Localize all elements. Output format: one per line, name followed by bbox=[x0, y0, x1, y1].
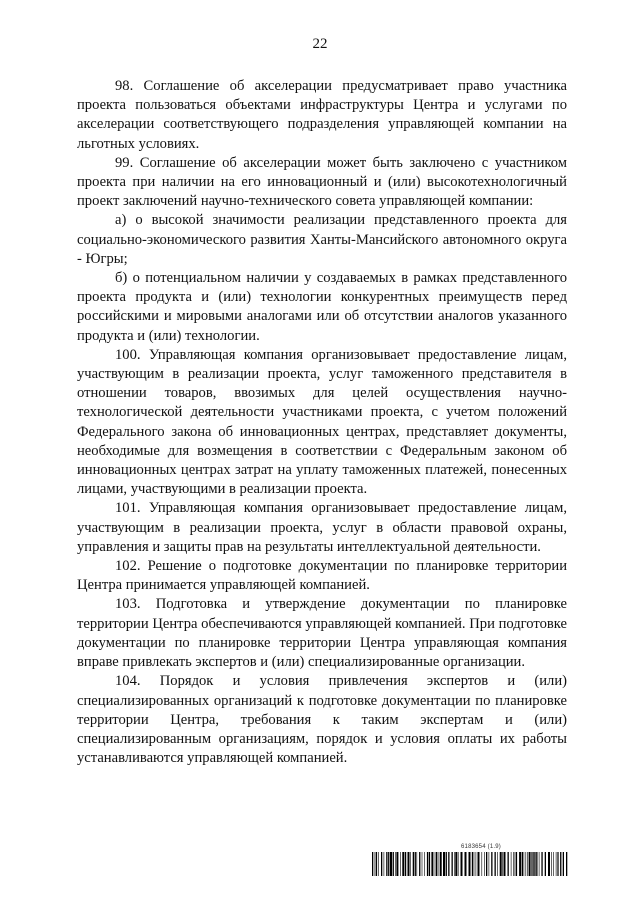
barcode-bar bbox=[375, 852, 376, 876]
barcode-bar bbox=[431, 852, 433, 876]
page-number: 22 bbox=[312, 36, 328, 52]
barcode-bar bbox=[556, 852, 557, 876]
barcode-bar bbox=[417, 852, 418, 876]
barcode-bar bbox=[519, 852, 521, 876]
barcode-bar bbox=[529, 852, 531, 876]
barcode-bar bbox=[484, 852, 485, 876]
barcode-bar bbox=[422, 852, 423, 876]
barcode-bar bbox=[474, 852, 475, 876]
barcode-bar bbox=[461, 852, 463, 876]
subparagraph-b: б) о потенциальном наличии у создаваемых в рамках представленного проекта продукта и (или) технологии конкурентных преимуществ перед российскими и мировыми аналогами или об отсутствии аналогов указанного продукта и (или) технологии. bbox=[77, 270, 567, 344]
barcode-bar bbox=[486, 852, 487, 876]
barcode-bar bbox=[393, 852, 394, 876]
barcode-bar bbox=[531, 852, 532, 876]
barcode-bar bbox=[395, 852, 396, 876]
paragraph-104: 104. Порядок и условия привлечения экспертов и (или) специализированных организаций к подготовке документации по планировке территории Центра, требования к таким экспертам и (или) специализированным организациям, порядок и условия оплаты их работы устанавливаются управляющей компанией. bbox=[77, 673, 567, 767]
barcode-bar bbox=[560, 852, 561, 876]
barcode-bar bbox=[413, 852, 414, 876]
barcode-bar bbox=[476, 852, 477, 876]
barcode-bar bbox=[532, 852, 533, 876]
barcode-bar bbox=[566, 852, 567, 876]
barcode-bar bbox=[396, 852, 398, 876]
barcode bbox=[372, 852, 568, 876]
barcode-bar bbox=[536, 852, 537, 876]
document-id: 6183654 (1.9) bbox=[461, 844, 501, 850]
barcode-bar bbox=[526, 852, 527, 876]
barcode-bar bbox=[419, 852, 420, 876]
barcode-bar bbox=[427, 852, 428, 876]
barcode-bar bbox=[372, 852, 373, 876]
barcode-bar bbox=[563, 852, 564, 876]
barcode-bar bbox=[472, 852, 473, 876]
barcode-bar bbox=[454, 852, 455, 876]
barcode-bar bbox=[435, 852, 436, 876]
barcode-bar bbox=[405, 852, 406, 876]
barcode-bar bbox=[495, 852, 496, 876]
barcode-bar bbox=[478, 852, 480, 876]
barcode-bar bbox=[443, 852, 445, 876]
barcode-bar bbox=[410, 852, 411, 876]
barcode-bar bbox=[469, 852, 471, 876]
barcode-bar bbox=[455, 852, 457, 876]
barcode-bar bbox=[408, 852, 410, 876]
barcode-bar bbox=[438, 852, 439, 876]
barcode-bar bbox=[429, 852, 430, 876]
barcode-bar bbox=[548, 852, 550, 876]
document-body bbox=[77, 77, 567, 768]
barcode-bar bbox=[513, 852, 514, 876]
barcode-bar bbox=[388, 852, 389, 876]
paragraph-101: 101. Управляющая компания организовывает предоставление лицам, участвующим в реализации проекта, услуг в области правовой охраны, управления и защиты прав на результаты интеллектуальной деятельности. bbox=[77, 500, 567, 555]
barcode-bar bbox=[448, 852, 449, 876]
paragraph-102: 102. Решение о подготовке документации по планировке территории Центра принимается управляющей компанией. bbox=[77, 558, 567, 594]
barcode-bar bbox=[378, 852, 379, 876]
barcode-bar bbox=[502, 852, 503, 876]
barcode-bar bbox=[504, 852, 506, 876]
barcode-bar bbox=[390, 852, 392, 876]
barcode-bar bbox=[558, 852, 559, 876]
barcode-bar bbox=[541, 852, 542, 876]
barcode-bar bbox=[524, 852, 525, 876]
barcode-bar bbox=[515, 852, 516, 876]
barcode-bar bbox=[400, 852, 401, 876]
paragraph-98: 98. Соглашение об акселерации предусматривает право участника проекта пользоваться объектами инфраструктуры Центра и услугами по акселерации соответствующего подразделения управляющей компании на льготных условиях. bbox=[77, 78, 567, 152]
barcode-bar bbox=[381, 852, 382, 876]
barcode-bar bbox=[511, 852, 512, 876]
barcode-bar bbox=[424, 852, 425, 876]
barcode-bar bbox=[551, 852, 552, 876]
barcode-bar bbox=[452, 852, 453, 876]
subparagraph-a: а) о высокой значимости реализации представленного проекта для социально-экономического развития Ханты-Мансийского автономного округа - Югры; bbox=[77, 212, 567, 267]
barcode-bar bbox=[516, 852, 517, 876]
barcode-bar bbox=[384, 852, 385, 876]
barcode-bar bbox=[440, 852, 442, 876]
barcode-bar bbox=[465, 852, 467, 876]
barcode-bar bbox=[545, 852, 546, 876]
barcode-bar bbox=[402, 852, 404, 876]
barcode-bar bbox=[491, 852, 492, 876]
barcode-bar bbox=[376, 852, 377, 876]
paragraph-103: 103. Подготовка и утверждение документации по планировке территории Центра обеспечиваются управляющей компанией. При подготовке документации по планировке территории Центра управляющая компания вправе привлекать экспертов и (или) специализированные организации. bbox=[77, 596, 567, 671]
barcode-bar bbox=[415, 852, 416, 876]
barcode-bar bbox=[553, 852, 554, 876]
paragraph-99: 99. Соглашение об акселерации может быть заключено с участником проекта при наличии на его инновационный и (или) высокотехнологичный проект заключений научно-технического совета управляющей компании: bbox=[77, 154, 567, 210]
barcode-bar bbox=[446, 852, 447, 876]
paragraph-100: 100. Управляющая компания организовывает предоставление лицам, участвующим в реализации проекта, услуг таможенного представителя в отношении товаров, ввозимых для целей осуществления научно-технологической деятельности участниками проекта, с учетом положений Федерального закона об инновационных центрах, представляет документы, необходимые для возмещения в соответствии с Федеральным законом об инновационных центрах затрат на уплату таможенных платежей, понесенных лицами, участвующими в реализации проекта. bbox=[77, 346, 567, 498]
barcode-bar bbox=[497, 852, 498, 876]
barcode-bar bbox=[527, 852, 528, 876]
barcode-bar bbox=[482, 852, 483, 876]
barcode-bar bbox=[386, 852, 387, 876]
barcode-bar bbox=[489, 852, 490, 876]
barcode-bar bbox=[500, 852, 502, 876]
barcode-bar bbox=[508, 852, 509, 876]
barcode-bar bbox=[534, 852, 535, 876]
barcode-bar bbox=[539, 852, 540, 876]
barcode-bar bbox=[522, 852, 523, 876]
barcode-bar bbox=[458, 852, 459, 876]
barcode-bar bbox=[557, 852, 558, 876]
barcode-bar bbox=[436, 852, 437, 876]
